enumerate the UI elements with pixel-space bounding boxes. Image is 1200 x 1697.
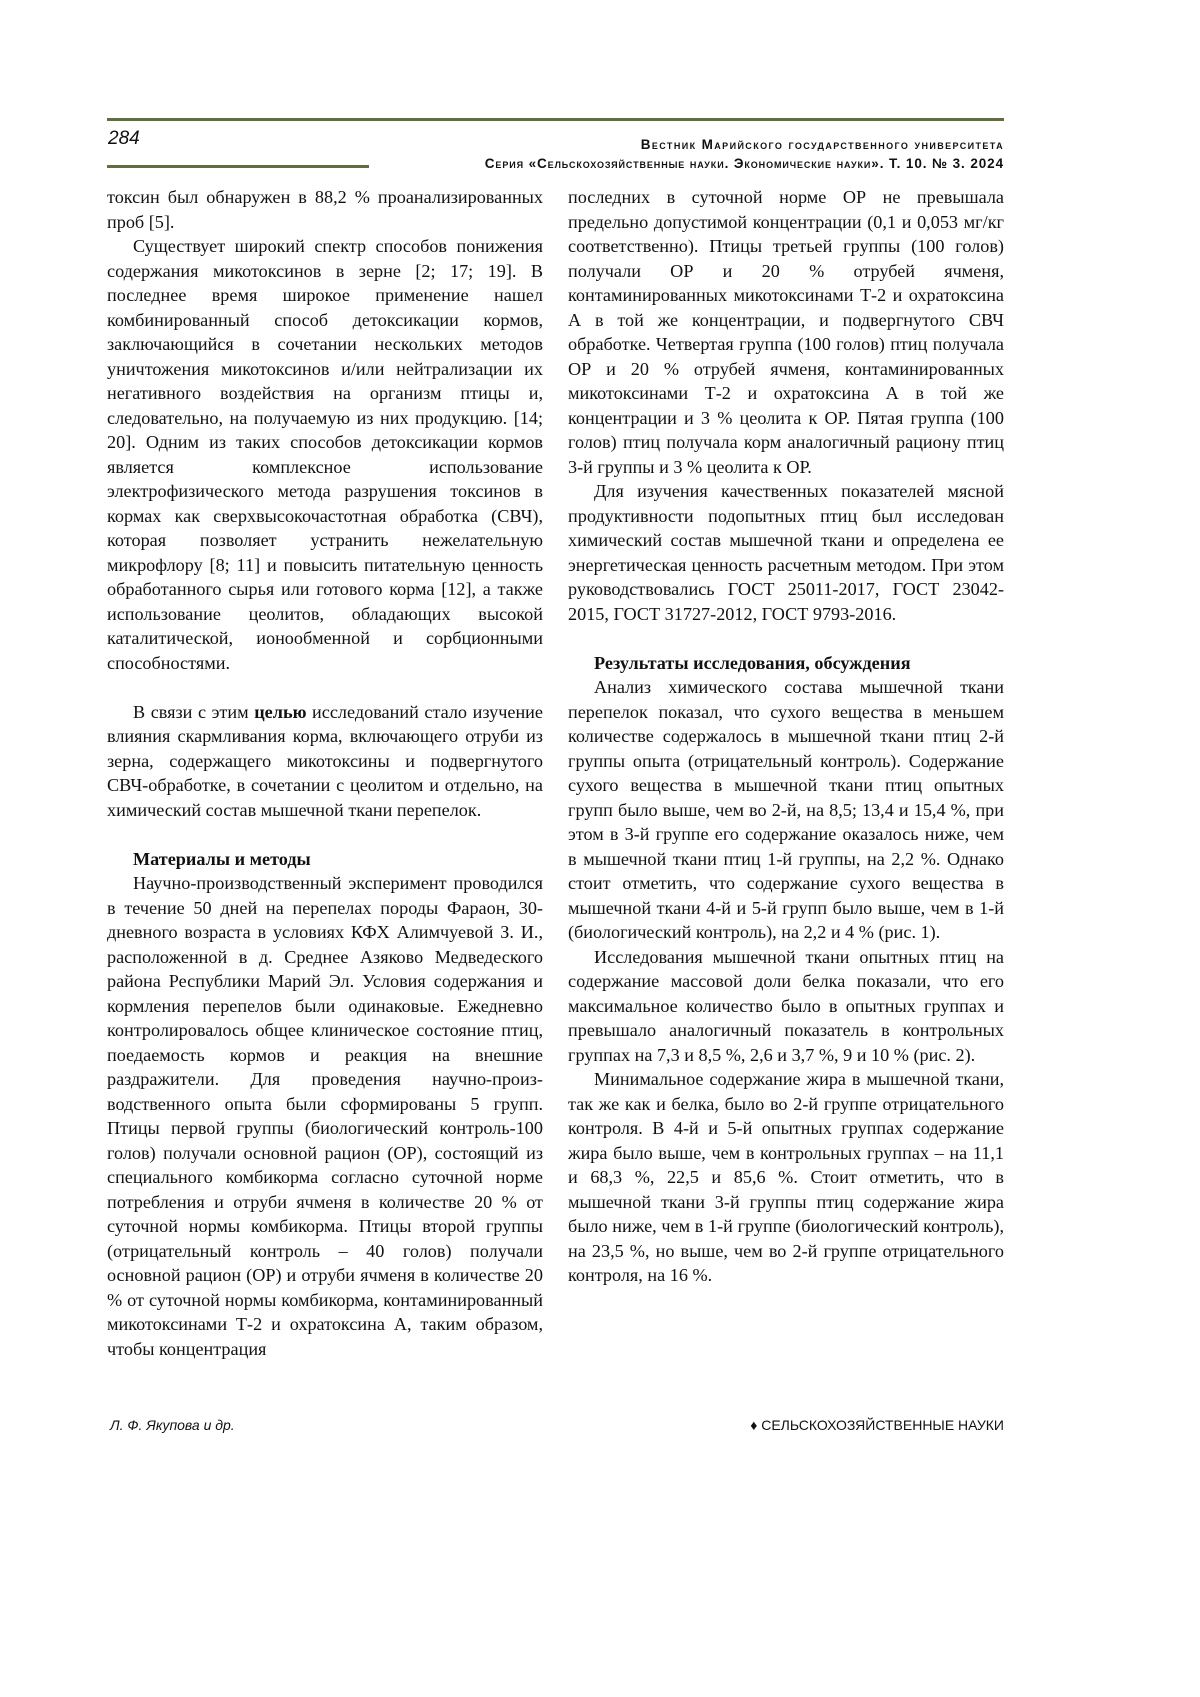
paragraph: Научно-производственный эксперимент проводился в течение 50 дней на перепелах породы Фараон, 30-дневного возраста в условиях КФХ Алимчуевой З. И., расположенной в д. Среднее Азяково Медведеского района Республики Марий Эл. Условия содержания и кормления перепелов были одинаковые. Ежедневно контролировалось общее клиническое состояние птиц, поедаемость кормов и реакция на внешние раздражители. Для проведения научно-произ-водственного опыта были сформированы 5 групп. Птицы первой группы (биологический контроль-100 голов) получали основной рацион (ОР), состоящий из специального комбикорма согласно суточной норме потребления и отруби ячменя в количестве 20 % от суточной нормы комбикорма. Птицы второй группы (отрицательный контроль – 40 голов) получали основной рацион (ОР) и отруби ячменя в количестве 20 % от суточной нормы комбикорма, контаминированный микотоксинами Т-2 и охратоксина А, таким образом, чтобы концентрация: [107, 871, 543, 1361]
journal-title: Вестник Марийского государственного университета: [641, 137, 1004, 152]
paragraph: Минимальное содержание жира в мышечной ткани, так же как и белка, было во 2-й группе отрицательного контроля. В 4-й и 5-й опытных группах содержание жира было выше, чем в контрольных группах – на 11,1 и 68,3 %, 22,5 и 85,6 %. Стоит отметить, что в мышечной ткани 3-й группы птиц содержание жира было ниже, чем в 1-й группе (биологический контроль), на 23,5 %, но выше, чем во 2-й группе отрицательного контроля, на 16 %.: [568, 1067, 1004, 1288]
page-number: 284: [108, 128, 140, 150]
paragraph: токсин был обнаружен в 88,2 % проанализированных проб [5].: [107, 185, 543, 234]
section-heading-methods: Материалы и методы: [107, 847, 543, 872]
paragraph: последних в суточной норме ОР не превышала предельно допустимой концентрации (0,1 и 0,053 мг/кг соответственно). Птицы третьей группы (100 голов) получали ОР и 20 % отрубей ячменя, контаминированных микотоксинами Т-2 и охратоксина А в той же концентрации, и подвергнутого СВЧ обработке. Четвертая группа (100 голов) птиц получала ОР и 20 % отрубей ячменя, контаминированных микотоксинами Т-2 и охратоксина А в той же концентрации и 3 % цеолита к ОР. Пятая группа (100 голов) птиц получала корм аналогичный рациону птиц 3-й группы и 3 % цеолита к ОР.: [568, 185, 1004, 479]
right-column: [568, 185, 1004, 1288]
paragraph-aim: [107, 700, 543, 823]
footer-authors: Л. Ф. Якупова и др.: [110, 1417, 235, 1433]
paragraph: Исследования мышечной ткани опытных птиц на содержание массовой доли белка показали, что его максимальное количество было в опытных группах и превышало аналогичный показатель в контрольных группах на 7,3 и 8,5 %, 2,6 и 3,7 %, 9 и 10 % (рис. 2).: [568, 945, 1004, 1068]
journal-series: Серия «Сельскохозяйственные науки. Экономические науки». Т. 10. № 3. 2024: [485, 156, 1004, 171]
paragraph: Существует широкий спектр способов понижения содержания микотоксинов в зерне [2; 17; 19]. В последнее время широкое применение нашел комбинированный способ детоксикации кормов, заключающийся в сочетании нескольких методов уничтожения микотоксинов и/или нейтрализации их негативного воздействия на организм птицы и, следовательно, на получаемую из них продукцию. [14; 20]. Одним из таких способов детоксикации кормов является комплексное использование электрофизического метода разрушения токсинов в кормах как сверхвысокочастотная обработка (СВЧ), которая позволяет устранить нежелательную микрофлору [8; 11] и повысить питательную ценность обработанного сырья или готового корма [12], а также использование цеолитов, обладающих высокой каталитической, ионообменной и сорбционными способностями.: [107, 234, 543, 675]
left-column: [107, 185, 543, 1361]
text: исследований стало изучение влияния скармливания корма, включающего отруби из зерна, содержащего микотоксины и подвергнутого СВЧ-обработке, в сочетании с цеолитом и отдельно, на химический состав мышечной ткани перепелок.: [107, 702, 543, 820]
header-rule: [107, 118, 1004, 121]
bold-text: целью: [254, 702, 306, 722]
paragraph: Для изучения качественных показателей мясной продуктивности подопытных птиц был исследован химический состав мышечной ткани и определена ее энергетическая ценность расчетным методом. При этом руководствовались ГОСТ 25011-2017, ГОСТ 23042-2015, ГОСТ 31727-2012, ГОСТ 9793-2016.: [568, 479, 1004, 626]
text: В связи с этим: [133, 702, 254, 722]
section-heading-results: Результаты исследования, обсуждения: [568, 651, 1004, 676]
footer-section: ♦ СЕЛЬСКОХОЗЯЙСТВЕННЫЕ НАУКИ: [750, 1417, 1004, 1433]
header-subrule: [107, 165, 369, 168]
paragraph: Анализ химического состава мышечной ткани перепелок показал, что сухого вещества в меньшем количестве содержалось в мышечной ткани птиц 2-й группы опыта (отрицательный контроль). Содержание сухого вещества в мышечной ткани птиц опытных групп было выше, чем во 2-й, на 8,5; 13,4 и 15,4 %, при этом в 3-й группе его содержание оказалось ниже, чем в мышечной ткани птиц 1-й группы, на 2,2 %. Однако стоит отметить, что содержание сухого вещества в мышечной ткани 4-й и 5-й групп было выше, чем в 1-й (биологический контроль), на 2,2 и 4 % (рис. 1).: [568, 675, 1004, 945]
